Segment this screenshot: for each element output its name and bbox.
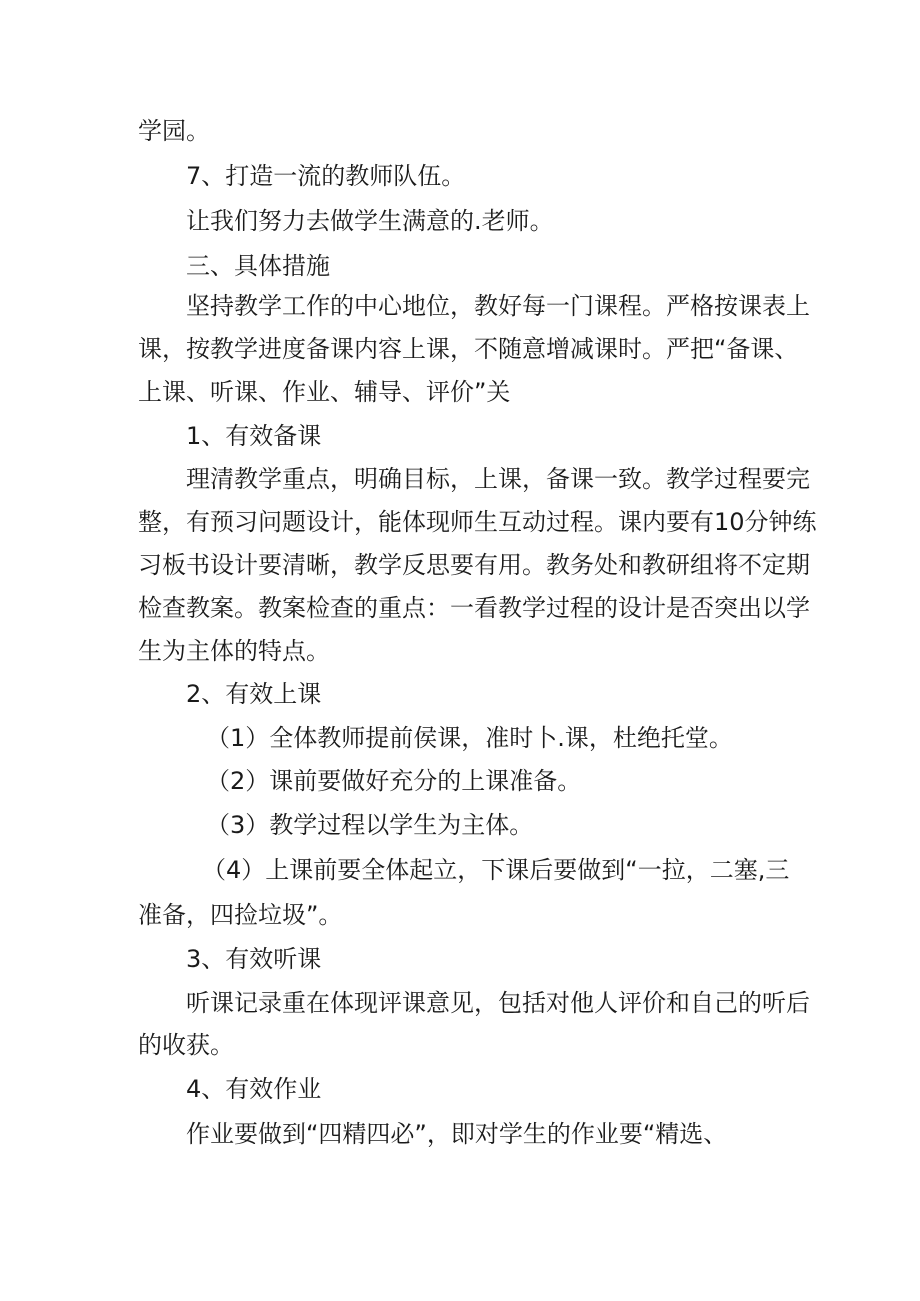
paragraph-line: 生为主体的特点。 bbox=[138, 637, 330, 665]
subsection-heading: 1、有效备课 bbox=[186, 422, 322, 450]
paragraph-line: 上课、听课、作业、辅导、评价”关 bbox=[138, 378, 511, 406]
list-item: （4）上课前要全体起立，下课后要做到“一拉，二塞,三 bbox=[202, 856, 790, 884]
list-item: （2）课前要做好充分的上课准备。 bbox=[206, 767, 582, 795]
list-item-continuation: 准备，四捡垃圾”。 bbox=[138, 901, 343, 929]
paragraph-line: 作业要做到“四精四必”，即对学生的作业要“精选、 bbox=[186, 1120, 728, 1148]
paragraph-line: 理清教学重点，明确目标，上课，备课一致。教学过程要完 bbox=[186, 465, 810, 493]
paragraph-line: 的收获。 bbox=[138, 1031, 234, 1059]
paragraph-line: 听课记录重在体现评课意见，包括对他人评价和自己的听后 bbox=[186, 989, 810, 1017]
paragraph-line: 检查教案。教案检查的重点：一看教学过程的设计是否突出以学 bbox=[138, 594, 810, 622]
paragraph-line: 整，有预习问题设计，能体现师生互动过程。课内要有10分钟练 bbox=[138, 508, 817, 536]
subsection-heading: 4、有效作业 bbox=[186, 1075, 322, 1103]
section-heading: 三、具体措施 bbox=[186, 252, 330, 280]
subsection-heading: 3、有效听课 bbox=[186, 945, 322, 973]
paragraph-line: 坚持教学工作的中心地位，教好每一门课程。严格按课表上 bbox=[186, 292, 810, 320]
text-line: 学园。 bbox=[138, 117, 210, 145]
paragraph-line: 习板书设计要清晰，教学反思要有用。教务处和教研组将不定期 bbox=[138, 551, 810, 579]
list-item-heading: 7、打造一流的教师队伍。 bbox=[186, 162, 466, 190]
paragraph-line: 课，按教学进度备课内容上课，不随意增减课时。严把“备课、 bbox=[138, 335, 799, 363]
list-item: （1）全体教师提前侯课，准时卜.课，杜绝托堂。 bbox=[206, 724, 733, 752]
subsection-heading: 2、有效上课 bbox=[186, 680, 322, 708]
list-item: （3）教学过程以学生为主体。 bbox=[206, 811, 534, 839]
text-line: 让我们努力去做学生满意的.老师。 bbox=[186, 207, 554, 235]
